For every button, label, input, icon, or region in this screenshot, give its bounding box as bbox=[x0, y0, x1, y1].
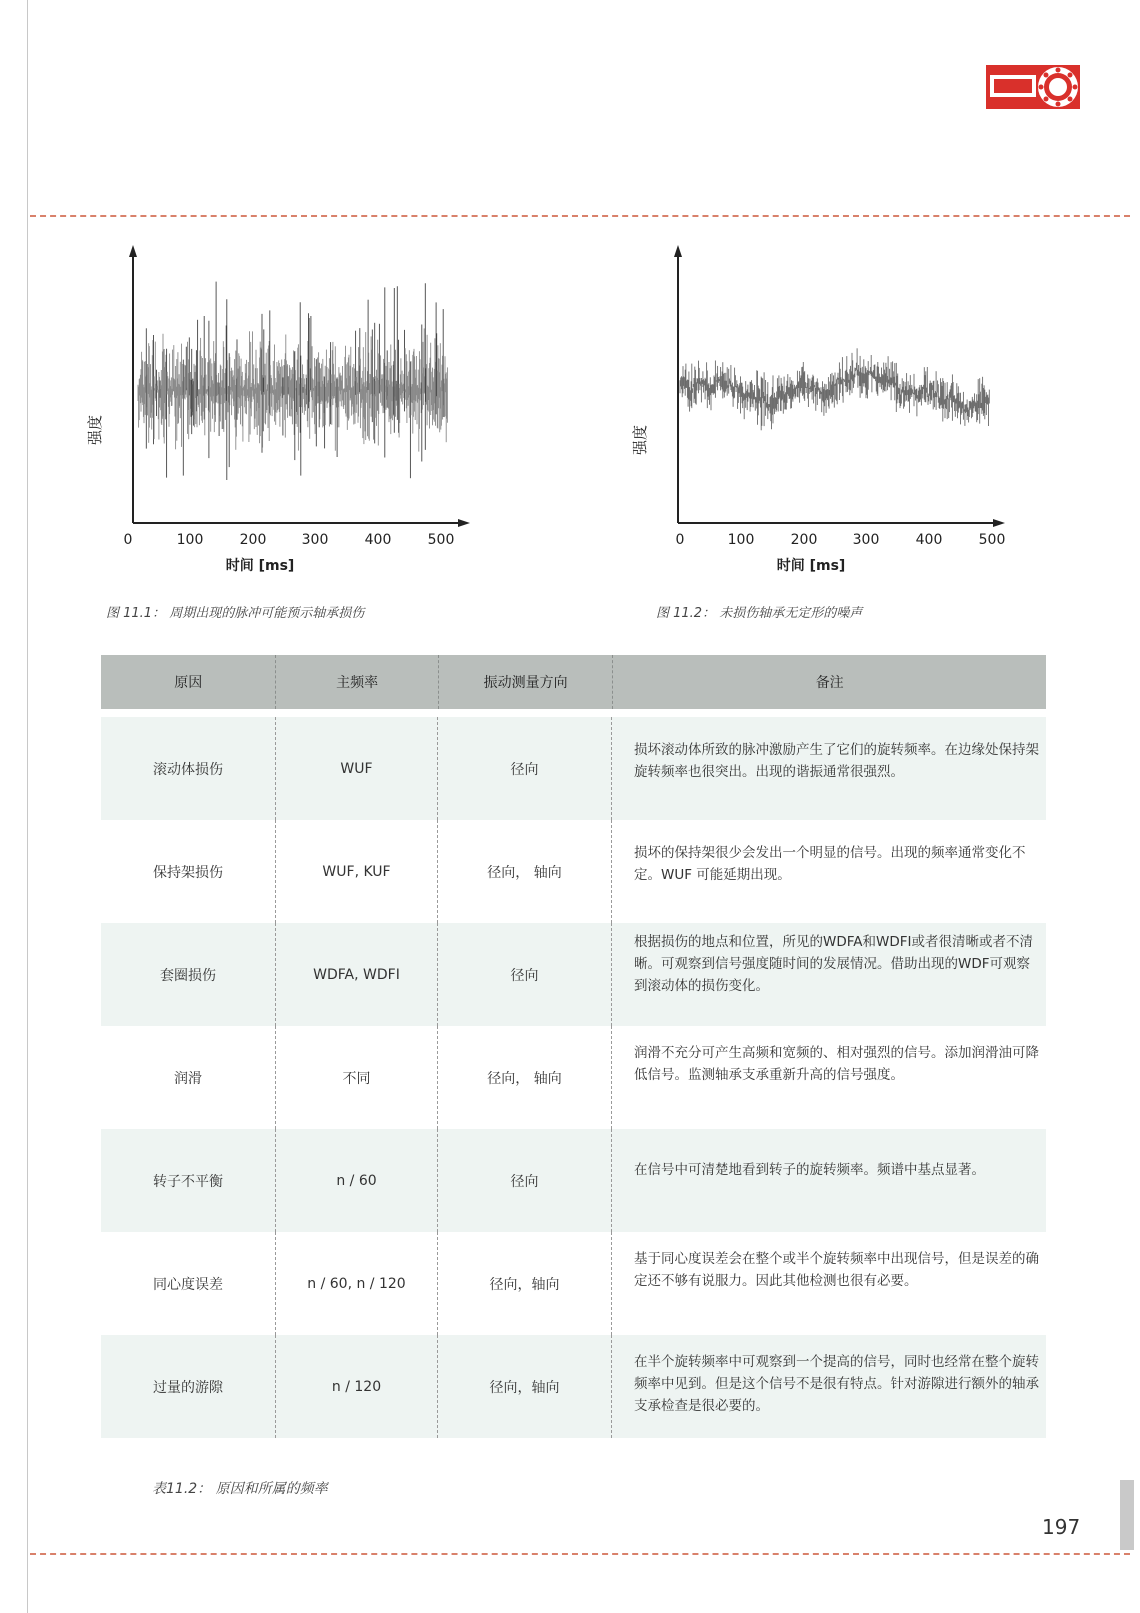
y-axis-label: 强度 bbox=[86, 414, 104, 445]
cell-frequency: n / 60 bbox=[276, 1129, 438, 1232]
header-frequency: 主频率 bbox=[276, 655, 438, 709]
cell-direction: 径向，轴向 bbox=[438, 1232, 612, 1335]
cell-note: 损坏的保持架很少会发出一个明显的信号。出现的频率通常变化不定。WUF 可能延期出现。 bbox=[634, 845, 1026, 883]
cell-cause: 保持架损伤 bbox=[101, 820, 276, 923]
x-axis-arrow bbox=[458, 519, 470, 527]
cell-direction: 径向 bbox=[438, 923, 612, 1026]
cell-note: 根据损伤的地点和位置，所见的WDFA和WDFI或者很清晰或者不清晰。可观察到信号强度随时间的发展情况。借助出现的WDF可观察到滚动体的损伤变化。 bbox=[634, 934, 1033, 994]
x-tick: 500 bbox=[427, 532, 455, 548]
cell-direction: 径向，轴向 bbox=[438, 1335, 612, 1438]
header-cause: 原因 bbox=[101, 655, 276, 709]
cell-frequency: n / 120 bbox=[276, 1335, 438, 1438]
figure-2-plot bbox=[625, 245, 1025, 590]
x-tick: 0 bbox=[123, 532, 133, 548]
x-tick: 400 bbox=[915, 532, 943, 548]
x-tick: 200 bbox=[790, 532, 818, 548]
y-axis-arrow bbox=[674, 245, 682, 257]
y-axis-label: 强度 bbox=[631, 424, 649, 455]
signal-trace-2 bbox=[680, 348, 989, 430]
figure-2-caption: 图 11.2： 未损伤轴承无定形的噪声 bbox=[656, 606, 863, 621]
x-tick: 400 bbox=[364, 532, 392, 548]
cell-cause: 过量的游隙 bbox=[101, 1335, 276, 1438]
cell-cause: 同心度误差 bbox=[101, 1232, 276, 1335]
table-row bbox=[101, 717, 1046, 820]
cause-frequency-table bbox=[101, 655, 1046, 1438]
cell-frequency: 不同 bbox=[276, 1026, 438, 1129]
bottom-dashed-divider bbox=[30, 1553, 1130, 1555]
cell-frequency: WUF bbox=[276, 717, 438, 820]
x-tick: 0 bbox=[675, 532, 685, 548]
cell-direction: 径向 bbox=[438, 1129, 612, 1232]
top-dashed-divider bbox=[30, 215, 1130, 217]
cell-note: 基于同心度误差会在整个或半个旋转频率中出现信号，但是误差的确定还不够有说服力。因此其他检测也很有必要。 bbox=[634, 1251, 1039, 1289]
table-row bbox=[101, 1232, 1046, 1335]
figure-1-plot bbox=[80, 245, 480, 590]
cell-direction: 径向， 轴向 bbox=[438, 1026, 612, 1129]
table-header bbox=[101, 655, 1046, 709]
cell-note: 在信号中可清楚地看到转子的旋转频率。频谱中基点显著。 bbox=[634, 1162, 985, 1178]
cell-direction: 径向 bbox=[438, 717, 612, 820]
left-margin-line bbox=[27, 0, 28, 1613]
table-row bbox=[101, 1335, 1046, 1438]
cell-frequency: WUF, KUF bbox=[276, 820, 438, 923]
figure-1-caption: 图 11.1： 周期出现的脉冲可能预示轴承损伤 bbox=[106, 606, 365, 621]
ibc-logo bbox=[986, 61, 1082, 111]
table-row bbox=[101, 923, 1046, 1026]
cell-cause: 转子不平衡 bbox=[101, 1129, 276, 1232]
figure-2-svg bbox=[625, 245, 1025, 590]
page-side-tab bbox=[1120, 1480, 1134, 1550]
cell-cause: 滚动体损伤 bbox=[101, 717, 276, 820]
cell-cause: 套圈损伤 bbox=[101, 923, 276, 1026]
x-tick: 100 bbox=[727, 532, 755, 548]
header-note: 备注 bbox=[815, 675, 844, 691]
x-tick: 200 bbox=[239, 532, 267, 548]
signal-trace-1 bbox=[138, 282, 447, 480]
cell-note: 润滑不充分可产生高频和宽频的、相对强烈的信号。添加润滑油可降低信号。监测轴承支承重新升高的信号强度。 bbox=[634, 1045, 1039, 1083]
y-axis-arrow bbox=[129, 245, 137, 257]
figure-1-svg bbox=[80, 245, 480, 590]
cell-cause: 润滑 bbox=[101, 1026, 276, 1129]
x-tick: 500 bbox=[978, 532, 1006, 548]
table-row bbox=[101, 1129, 1046, 1232]
x-axis-label: 时间 [ms] bbox=[776, 558, 846, 574]
x-tick: 100 bbox=[176, 532, 204, 548]
table-caption: 表11.2： 原因和所属的频率 bbox=[152, 1481, 328, 1497]
table-row bbox=[101, 1026, 1046, 1129]
x-axis-label: 时间 [ms] bbox=[225, 558, 295, 574]
page-number: 197 bbox=[1042, 1515, 1081, 1539]
x-tick: 300 bbox=[301, 532, 329, 548]
cell-frequency: WDFA, WDFI bbox=[276, 923, 438, 1026]
x-tick: 300 bbox=[852, 532, 880, 548]
cell-frequency: n / 60, n / 120 bbox=[276, 1232, 438, 1335]
cell-note: 损坏滚动体所致的脉冲激励产生了它们的旋转频率。在边缘处保持架旋转频率也很突出。出现的谐振通常很强烈。 bbox=[634, 742, 1039, 780]
table-row bbox=[101, 820, 1046, 923]
cell-note: 在半个旋转频率中可观察到一个提高的信号，同时也经常在整个旋转频率中见到。但是这个信号不是很有特点。针对游隙进行额外的轴承支承检查是很必要的。 bbox=[634, 1354, 1039, 1414]
cell-direction: 径向， 轴向 bbox=[438, 820, 612, 923]
header-direction: 振动测量方向 bbox=[439, 655, 613, 709]
x-axis-arrow bbox=[993, 519, 1005, 527]
